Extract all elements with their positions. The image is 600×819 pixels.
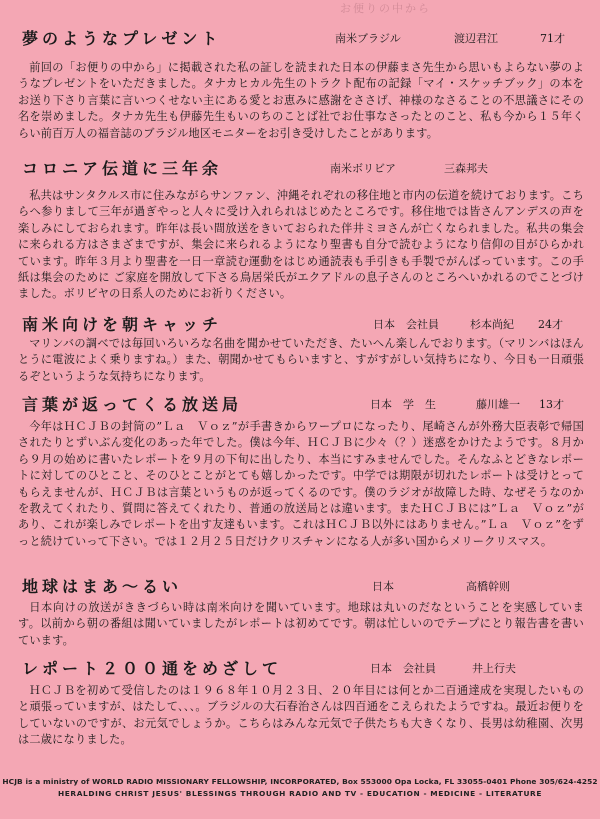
letter-author: 高橋幹则 xyxy=(466,580,510,593)
footer-ministry-line: HCJB is a ministry of WORLD RADIO MISSIONARY FELLOWSHIP, INCORPORATED, Box 553000 Opa Locka, FL 33055-0401 Phone 305/624-4252 xyxy=(2,777,598,786)
letter-body: 日本向けの放送がききづらい時は南米向けを聞いています。地球は丸いのだなということを実感しています。以前から朝の番組は聞いていましたがレポートは初めてです。朝は忙しいのでテープにとり報告書を書いています。 xyxy=(18,601,584,647)
letter-region: 日本 会社員 xyxy=(373,318,439,331)
letter-author: 藤川雄一 xyxy=(476,398,520,411)
letter-author: 三森邦夫 xyxy=(444,162,488,175)
letter-region: 日本 会社員 xyxy=(370,662,436,675)
letter-title: 言葉が返ってくる放送局 xyxy=(22,395,243,414)
letter-age: 71才 xyxy=(540,32,565,45)
letter-title: 南米向けを朝キャッチ xyxy=(22,315,223,334)
letter-region: 南米ボリビア xyxy=(330,162,396,175)
letter-body: ＨＣＪＢを初めて受信したのは１９６８年１０月２３日、２０年目には何とか二百通達成を実現したいものと頑張っていますが、はたして、、、。ブラジルの大石春治さんは四百通をこえられたようですね。最近お便りをしていないのですが、お元気でしょうか。こちらはみんな元気で子供たちも大きくなり、長男は幼稚園、次男は二歳になりました。 xyxy=(18,684,584,747)
letter-author: 杉本尚紀 xyxy=(470,318,514,331)
letter-region: 南米ブラジル xyxy=(335,32,401,45)
header-ghost-text: お便りの中から xyxy=(340,2,431,15)
letter-body: 私共はサンタクルス市に住みながらサンファン、沖縄それぞれの移住地と市内の伝道を続けております。こちらへ参りまして三年が過ぎやっと人々に受け入れられはじめたところです。移住地では皆さんアンデスの声を楽しみにしておられます。昨年は長い間放送をきいておられた伴井ミヨさんが亡くなられました。私共の集会に来られる方はさまざまですが、集会に来られるようになり聖書も自分で読むようになり信仰の目がひらかれています。昨年３月より聖書を一日一章読む運動をはじめ通読表も手引きも手製でがんばっています。この手紙は集会のために ご家庭を開放して下さる鳥居栄氏がエクアドルの息子さんのところへいかれるのでことづけました。ボリビヤの日系人のためにお祈りください。 xyxy=(18,189,584,301)
letter-age: 13才 xyxy=(539,398,564,411)
letter-title: レポート２００通をめざして xyxy=(22,659,283,678)
letter-body: マリンバの調べでは毎回いろいろな名曲を聞かせていただき、たいへん楽しんでおります。（マリンバはほんとうに電波によく乗りますね。）また、朝聞かせてもらいますと、すがすがしい気持ちになり、今日も一日頑張るぞというような気持ちになります。 xyxy=(18,337,584,383)
letter-title: 地球はまあ～るい xyxy=(22,577,183,596)
letter-author: 井上行夫 xyxy=(472,662,516,675)
letter-title: 夢のようなプレゼント xyxy=(22,29,222,48)
letter-region: 日本 学 生 xyxy=(370,398,436,411)
letter-age: 24才 xyxy=(538,318,563,331)
letter-title: コロニア伝道に三年余 xyxy=(22,159,223,178)
letter-body: 今年はＨＣＪＢの封筒の”Ｌａ Ｖｏｚ”が手書きからワープロになったり、尾崎さんが外務大臣表彰で帰国されたりとずいぶん変化のあった年でした。僕は今年、ＨＣＪＢに少々（？）迷惑をかけたようです。８月から９月の始めに書いたレポートを９月の下旬に出したり、本当にすみませんでした。そんなふとどきなレポートに対してのひとこと、そのひとことがとても嬉しかったです。中学では期限が切れたレポートは受けとってもらえませんが、ＨＣＪＢは言葉というものが返ってくるのです。僕のラジオが故障した時、なぜそうなのかを教えてくれたり、質問に答えてくれたり、普通の放送局とは違います。またＨＣＪＢには”Ｌａ Ｖｏｚ”があり、これが楽しみでレポートを出す友達もいます。これはＨＣＪＢ以外にはありません。”Ｌａ Ｖｏｚ”をずっと続けていって下さい。では１２月２５日だけクリスチャンになる人が多い国からメリークリスマス。 xyxy=(18,420,584,548)
letter-region: 日本 xyxy=(372,580,394,593)
letter-author: 渡辺君江 xyxy=(454,32,498,45)
letter-body: 前回の「お便りの中から」に掲載された私の証しを読まれた日本の伊藤まさ先生から思いもよらない夢のようなプレゼントをいただきました。タナカヒカル先生のトラクト配布の記録「マイ・スケッチブック」の本をお送り下さり言葉に言いつくせない主にある愛とお恵みに感謝をささげ、神様のなさることの不思議さにその名を崇めました。タナカ先生も伊藤先生もいのちのことば社でお仕事なさったとのこと、私も今から１５年くらい前百万人の福音誌のブラジル地区モニターをお引き受けしたことがあります。 xyxy=(18,61,584,140)
footer-tagline: HERALDING CHRIST JESUS' BLESSINGS THROUGH RADIO AND TV - EDUCATION - MEDICINE - LITERATURE xyxy=(57,789,542,798)
